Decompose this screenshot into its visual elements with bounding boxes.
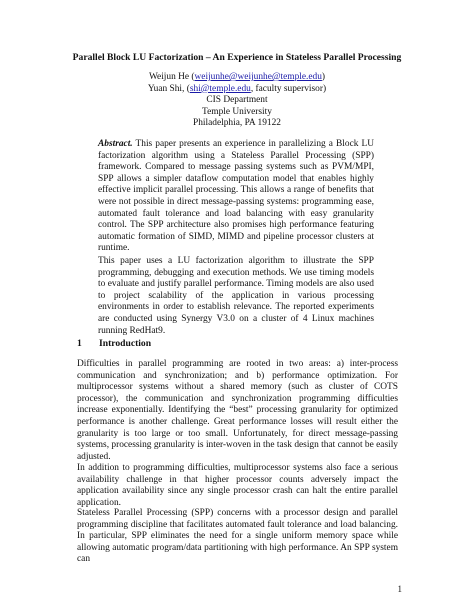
abstract-paragraph-1	[98, 139, 374, 255]
page-number: 1	[397, 584, 402, 594]
author-2-email-link[interactable]: shi@temple.edu	[189, 83, 251, 94]
department: CIS Department	[206, 95, 268, 106]
university: Temple University	[202, 106, 272, 117]
abstract-paragraph-2: This paper uses a LU factorization algorithm to illustrate the SPP programming, debugging and execution methods. We use timing models to evaluate and justify parallel performance. Timing models are also used to project scalability of the application in various processing environments in order to establish relevance. The reported experiments are conducted using Synergy V3.0 on a cluster of 4 Linux machines running RedHat9.	[98, 256, 374, 336]
intro-paragraph-3: Stateless Parallel Processing (SPP) concerns with a processor design and parallel programming discipline that facilitates automated fault tolerance and load balancing. In particular, SPP eliminates the need for a single uniform memory space while allowing automatic program/data partitioning with high performance. An SPP system can	[77, 508, 398, 565]
section-heading	[77, 338, 151, 350]
intro-paragraph-2: In addition to programming difficulties, multiprocessor systems also face a serious availability challenge in that higher processor counts adversely impact the application availability since any single processor crash can halt the entire parallel application.	[77, 463, 398, 508]
author-1-email-link[interactable]: weijunhe@weijunhe@temple.edu	[194, 72, 322, 82]
abstract-label: Abstract.	[98, 139, 133, 149]
author-2-line	[0, 84, 474, 96]
section-number: 1	[77, 338, 82, 349]
author-block	[0, 72, 474, 130]
author-1-line	[0, 72, 474, 84]
author-2-name: Yuan Shi, (	[147, 83, 190, 94]
author-1-close: )	[321, 72, 326, 82]
author-2-role: , faculty supervisor)	[250, 83, 327, 94]
abstract-text-1: This paper presents an experience in parallelizing a Block LU factorization algorithm using a Stateless Parallel Processing (SPP) framework. Compared to message passing systems such as PVM/MPI, SPP allows a simpler dataflow computation model that enables highly effective implicit parallel processing. This allows a range of benefits that were not possible in direct message-passing systems: programming ease, automated fault tolerance and load balancing with easy granularity control. The SPP architecture also promises high performance featuring automatic formation of SIMD, MIMD and pipeline processor clusters at runtime.	[98, 139, 374, 254]
intro-paragraph-1: Difficulties in parallel programming are rooted in two areas: a) inter-process communication and synchronization; and b) performance optimization. For multiprocessor systems without a shared memory (such as cluster of COTS processor), the communication and synchronization programming difficulties increase exponentially. Identifying the “best” processing granularity for optimized performance is another challenge. Great performance losses will result either the granularity is too large or too small. Unfortunately, for direct message-passing systems, processing granularity is inter-woven in the task design that cannot be easily adjusted.	[77, 359, 398, 462]
author-1-name: Weijun He (	[148, 72, 195, 82]
section-title: Introduction	[99, 338, 152, 349]
paper-title: Parallel Block LU Factorization – An Experience in Stateless Parallel Processing	[72, 52, 402, 63]
city: Philadelphia, PA 19122	[193, 118, 281, 129]
